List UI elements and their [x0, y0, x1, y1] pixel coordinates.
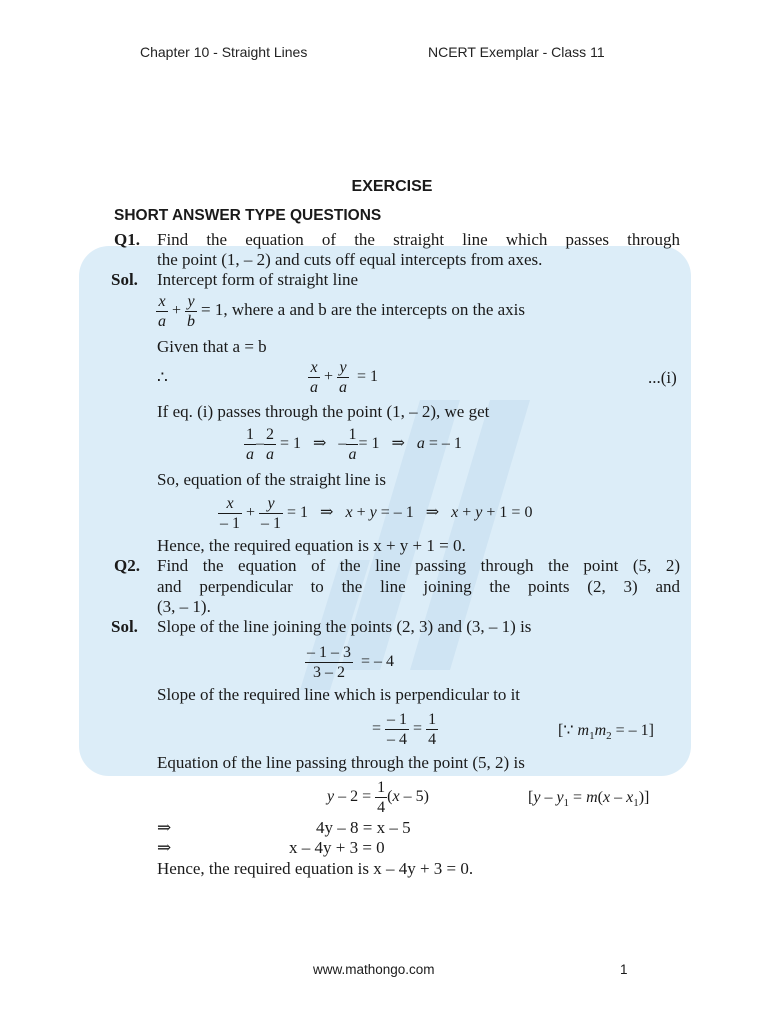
sol1-given: Given that a = b: [157, 337, 267, 356]
sol2-label: Sol.: [111, 617, 138, 636]
sol1-eq1: $\frac{x}{a}$ + $\frac{y}{b}$ = 1, where a and b are the intercepts on the axis: [158, 293, 525, 330]
q2-line-3: (3, – 1).: [157, 597, 211, 616]
sol2-perp: Slope of the required line which is perpendicular to it: [157, 685, 521, 704]
sol2-eq2: = $\frac{- 1}{- 4}$ = $\frac{1}{4}$: [372, 711, 437, 748]
q2-label: Q2.: [114, 556, 140, 575]
sol1-pass: If eq. (i) passes through the point (1, – 2), we get: [157, 402, 490, 421]
q2-line-2: and perpendicular to the line joining the points (2, 3) and: [157, 577, 680, 596]
sol1-eq3: $\frac{1}{a}$ – $\frac{2}{a}$ = 1 ⇒ – $\frac{1}{a}$ = 1 ⇒ a = – 1: [246, 426, 462, 463]
sol1-so: So, equation of the straight line is: [157, 470, 386, 489]
sol1-line-1: Intercept form of straight line: [157, 270, 359, 289]
sol2-eq1: $\frac{- 1 - 3}{3 - 2}$ = – 4: [307, 644, 395, 681]
sol1-label: Sol.: [111, 270, 138, 289]
q1-label: Q1.: [114, 230, 140, 249]
therefore-symbol: ∴: [157, 368, 168, 387]
header-book: NCERT Exemplar - Class 11: [428, 44, 605, 60]
sol2-perp-condition: [∵ $m_1m_2$ = – 1]: [558, 722, 654, 743]
page-number: 1: [620, 962, 628, 977]
section-heading: SHORT ANSWER TYPE QUESTIONS: [114, 207, 382, 224]
sol2-slope: Slope of the line joining the points (2, 3) and (3, – 1) is: [157, 617, 532, 636]
sol2-eqline: Equation of the line passing through the point (5, 2) is: [157, 753, 525, 772]
sol2-step-1: 4y – 8 = x – 5: [316, 818, 411, 837]
footer-site-link[interactable]: www.mathongo.com: [313, 962, 435, 977]
sol2-hence: Hence, the required equation is x – 4y + 3 = 0.: [157, 859, 474, 878]
q2-line-1: Find the equation of the line passing through the point (5, 2): [157, 556, 680, 575]
sol2-eq3: y – 2 = $\frac{1}{4}$ (x – 5): [327, 779, 429, 816]
implies-symbol-2: ⇒: [157, 838, 172, 857]
eq-ref-i: ...(i): [648, 368, 677, 387]
page-title: EXERCISE: [351, 178, 433, 195]
sol2-step-2: x – 4y + 3 = 0: [289, 838, 385, 857]
sol1-eq4: $\frac{x}{- 1}$ + $\frac{y}{- 1}$ = 1 ⇒ x + y = – 1 ⇒ x + y + 1 = 0: [220, 495, 533, 532]
q1-line-2: the point (1, – 2) and cuts off equal intercepts from axes.: [157, 250, 543, 269]
point-slope-formula: $[y - y_1 = m(x - x_1)]$: [528, 789, 650, 810]
sol1-eq2: $\frac{x}{a}$ + $\frac{y}{a}$ = 1: [310, 359, 379, 396]
implies-symbol-1: ⇒: [157, 818, 172, 837]
q1-line-1: Find the equation of the straight line which passes through: [157, 230, 680, 249]
header-chapter: Chapter 10 - Straight Lines: [140, 44, 308, 60]
sol1-hence: Hence, the required equation is x + y + 1 = 0.: [157, 536, 466, 555]
